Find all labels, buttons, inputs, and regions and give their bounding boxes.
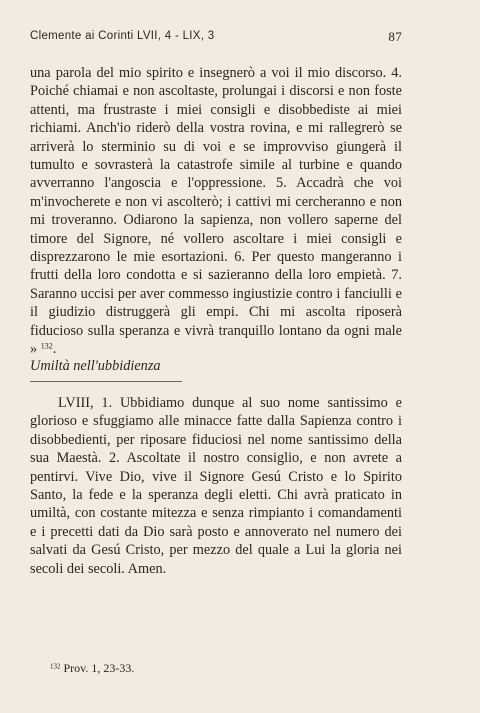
page-header bbox=[30, 30, 402, 50]
paragraph-1-end: . bbox=[52, 341, 57, 358]
paragraph-2 bbox=[30, 394, 402, 578]
heading-underline bbox=[30, 381, 182, 382]
footnote-text: Prov. 1, 23-33. bbox=[63, 661, 135, 675]
footnote bbox=[50, 661, 134, 676]
page-number: 87 bbox=[388, 29, 402, 44]
paragraph-1-text: una parola del mio spirito e insegnerò a voi il mio discorso. 4. Poiché chiamai e non ascoltaste, prolungai i discorsi e non foste attenti, ma frustraste i miei consigli e disobbediste ai miei richiami. Anch'io riderò della vostra rovina, e mi rallegrerò se arriverà lo sterminio su di voi e se improvviso giungerà il tumulto e sovrasterà la catastrofe simile al turbine e quando avverranno l'angoscia e l'oppressione. 5. Accadrà che voi m'invocherete e non vi ascolterò; i cattivi mi cercheranno e non mi troveranno. Odiarono la sapienza, non vollero saperne del timore del Signore, né vollero ascoltare i miei consigli e disprezzarono le mie esortazioni. 6. Per questo mangeranno i frutti della loro condotta e si sazieranno della loro empietà. 7. Saranno uccisi per aver commesso ingiustizie contro i fanciulli e il giudizio distruggerà gli empi. Chi mi ascolta riposerà fiducioso sulla speranza e vivrà tranquillo lontano da ogni male » bbox=[30, 65, 402, 358]
paragraph-1 bbox=[30, 64, 402, 359]
paragraph-2-text: LVIII, 1. Ubbidiamo dunque al suo nome santissimo e glorioso e sfuggiamo alle minacce fatte dalla Sapienza contro i disobbedienti, per riposare fiduciosi nel nome santissimo della sua Maestà. 2. Ascoltate il nostro consiglio, e non avrete a pentirvi. Vive Dio, vive il Signore Gesú Cristo e lo Spirito Santo, la fede e la speranza degli eletti. Chi avrà praticato in umiltà, con costante mitezza e senza rimpianto i comandamenti e i precetti dati da Dio sarà posto e annoverato nel numero dei salvati da Gesú Cristo, per mezzo del quale a Lui la gloria nei secoli dei secoli. Amen. bbox=[30, 395, 402, 577]
running-title: Clemente ai Corinti LVII, 4 - LIX, 3 bbox=[30, 30, 215, 42]
footnote-reference: 132 bbox=[40, 341, 53, 351]
section-heading: Umiltà nell'ubbidienza bbox=[30, 358, 161, 374]
footnote-number: 132 bbox=[50, 662, 61, 671]
